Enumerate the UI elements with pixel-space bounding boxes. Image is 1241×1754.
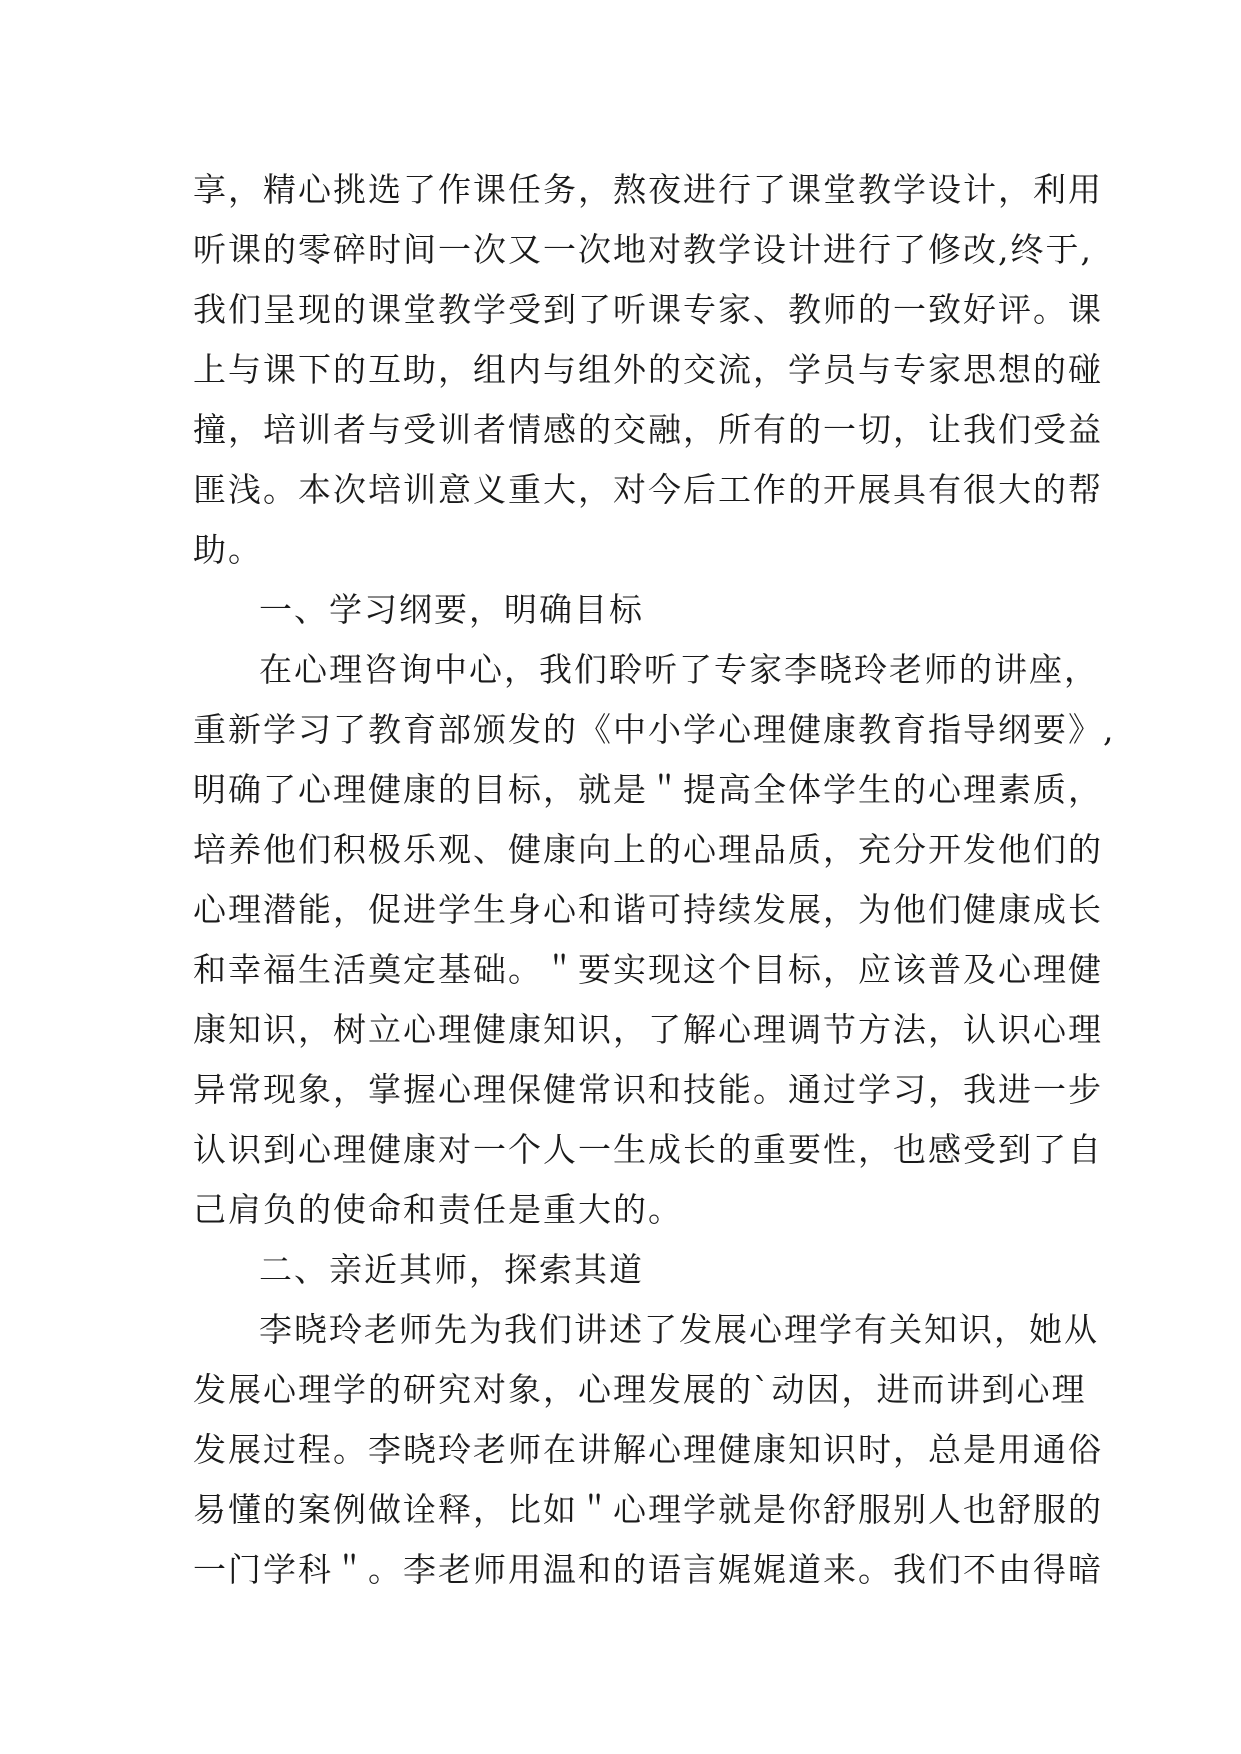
- text-line: 助。: [193, 530, 263, 569]
- text-line: 发展心理学的研究对象，心理发展的`动因，进而讲到心理: [193, 1370, 1087, 1409]
- text-line: 我们呈现的课堂教学受到了听课专家、教师的一致好评。课: [193, 290, 1103, 329]
- section-heading: 一、学习纲要，明确目标: [259, 590, 644, 629]
- document-body: [193, 160, 1116, 1600]
- text-line: 康知识，树立心理健康知识，了解心理调节方法，认识心理: [193, 1010, 1103, 1049]
- text-line: 和幸福生活奠定基础。＂要实现这个目标，应该普及心理健: [193, 950, 1103, 989]
- section-heading: 二、亲近其师，探索其道: [259, 1250, 644, 1289]
- text-line: 李晓玲老师先为我们讲述了发展心理学有关知识，她从: [259, 1310, 1099, 1349]
- text-line: 听课的零碎时间一次又一次地对教学设计进行了修改,终于,: [193, 230, 1093, 269]
- text-line: 上与课下的互助，组内与组外的交流，学员与专家思想的碰: [193, 350, 1103, 389]
- text-line: 易懂的案例做诠释，比如＂心理学就是你舒服别人也舒服的: [193, 1490, 1103, 1529]
- text-line: 发展过程。李晓玲老师在讲解心理健康知识时，总是用通俗: [193, 1430, 1103, 1469]
- text-line: 培养他们积极乐观、健康向上的心理品质，充分开发他们的: [193, 830, 1103, 869]
- text-line: 享，精心挑选了作课任务，熬夜进行了课堂教学设计，利用: [193, 170, 1103, 209]
- text-line: 匪浅。本次培训意义重大，对今后工作的开展具有很大的帮: [193, 470, 1103, 509]
- text-line: 异常现象，掌握心理保健常识和技能。通过学习，我进一步: [193, 1070, 1103, 1109]
- text-line: 己肩负的使命和责任是重大的。: [193, 1190, 683, 1229]
- text-line: 明确了心理健康的目标，就是＂提高全体学生的心理素质，: [193, 770, 1103, 809]
- text-line: 在心理咨询中心，我们聆听了专家李晓玲老师的讲座，: [259, 650, 1099, 689]
- text-line: 一门学科＂。李老师用温和的语言娓娓道来。我们不由得暗: [193, 1550, 1103, 1589]
- text-line: 重新学习了教育部颁发的《中小学心理健康教育指导纲要》,: [193, 710, 1116, 749]
- text-line: 撞，培训者与受训者情感的交融，所有的一切，让我们受益: [193, 410, 1103, 449]
- text-line: 认识到心理健康对一个人一生成长的重要性，也感受到了自: [193, 1130, 1103, 1169]
- text-line: 心理潜能，促进学生身心和谐可持续发展，为他们健康成长: [193, 890, 1103, 929]
